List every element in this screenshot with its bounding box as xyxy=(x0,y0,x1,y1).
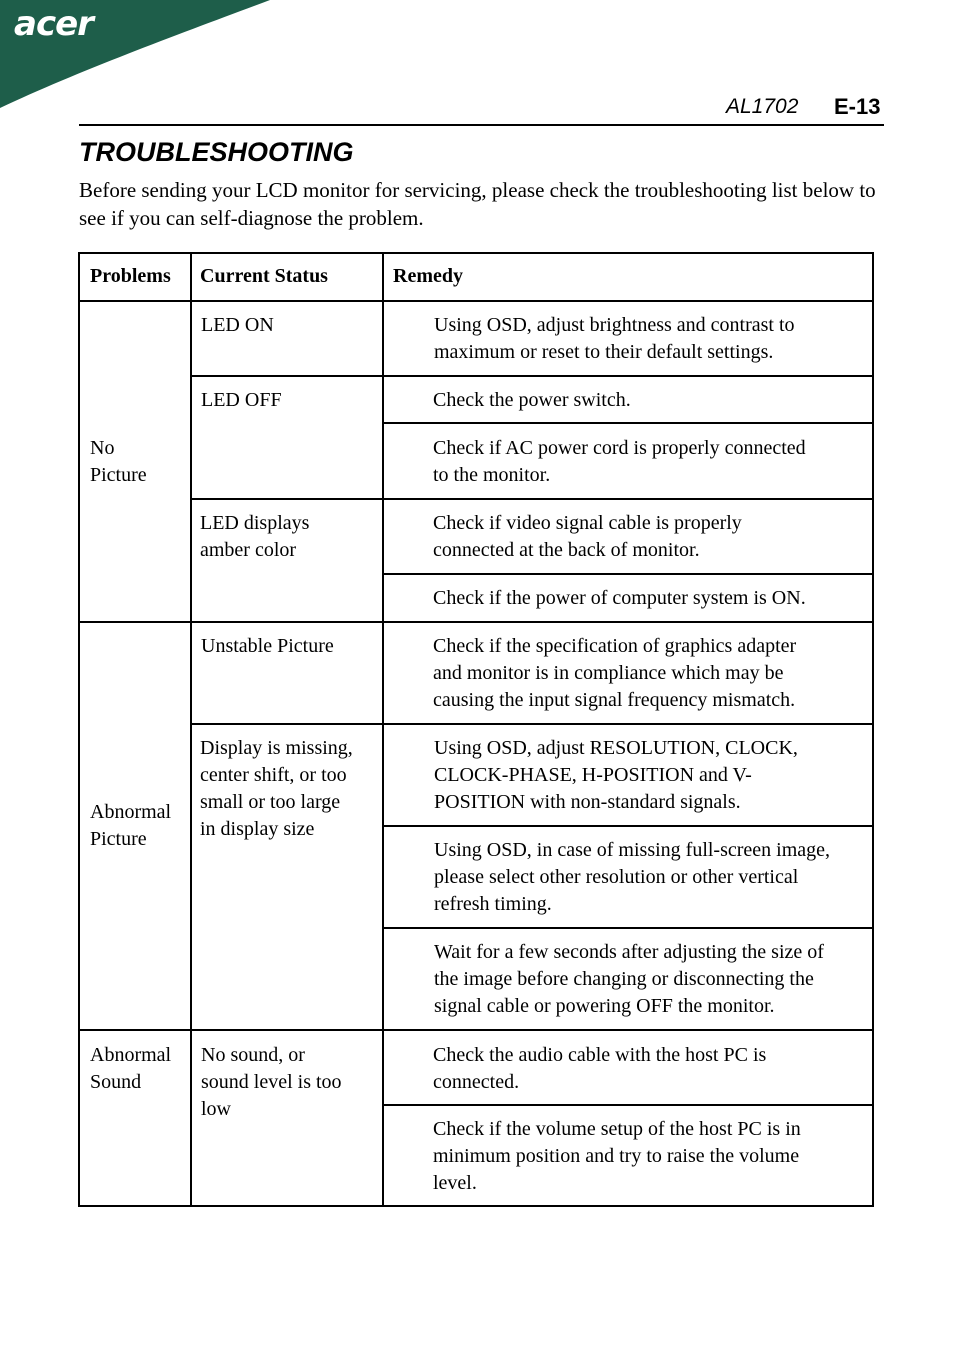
row-divider xyxy=(80,621,872,623)
header-problems: Problems xyxy=(90,265,171,287)
status-unstable-picture: Unstable Picture xyxy=(201,635,334,657)
remedy-item: Check if the power of computer system is ON. xyxy=(433,587,806,609)
remedy-item: Check if the volume setup of the host PC is in minimum position and try to raise the volume level. xyxy=(433,1118,801,1194)
page-number: E-13 xyxy=(834,94,881,119)
remedy-item: Check if AC power cord is properly connected to the monitor. xyxy=(433,437,806,486)
header-divider xyxy=(79,124,884,126)
header-current-status: Current Status xyxy=(200,265,328,287)
problem-no-picture: No Picture xyxy=(90,437,147,486)
row-divider xyxy=(80,1029,872,1031)
status-display-missing: Display is missing, center shift, or too small or too large in display size xyxy=(200,737,353,840)
acer-logo: acer xyxy=(14,4,93,44)
row-divider xyxy=(80,300,872,302)
remedy-item: Check if video signal cable is properly connected at the back of monitor. xyxy=(433,512,742,561)
row-divider xyxy=(382,1104,872,1106)
problem-abnormal-picture: Abnormal Picture xyxy=(90,801,172,850)
problem-abnormal-sound: Abnormal Sound xyxy=(90,1044,172,1093)
row-divider xyxy=(190,498,872,500)
row-divider xyxy=(190,723,872,725)
remedy-item: Check the audio cable with the host PC is connected. xyxy=(433,1044,767,1093)
remedy-item: Wait for a few seconds after adjusting the size of the image before changing or disconnecting the signal cable or powering OFF the monitor. xyxy=(434,941,824,1017)
remedy-item: Check if the specification of graphics adapter and monitor is in compliance which may be causing the input signal frequency mismatch. xyxy=(433,635,797,711)
column-divider xyxy=(190,254,192,1205)
section-title: TROUBLESHOOTING xyxy=(79,137,354,167)
row-divider xyxy=(382,422,872,424)
model-number: AL1702 xyxy=(726,95,799,118)
remedy-item: Using OSD, in case of missing full-screen image, please select other resolution or other vertical refresh timing. xyxy=(434,839,831,915)
intro-paragraph: Before sending your LCD monitor for servicing, please check the troubleshooting list below to see if you can self-diagnose the problem. xyxy=(79,178,876,230)
remedy-item: Using OSD, adjust RESOLUTION, CLOCK, CLOCK-PHASE, H-POSITION and V- POSITION with non-standard signals. xyxy=(434,737,798,813)
row-divider xyxy=(190,375,872,377)
row-divider xyxy=(382,825,872,827)
row-divider xyxy=(382,927,872,929)
row-divider xyxy=(382,573,872,575)
troubleshooting-table xyxy=(78,252,874,1207)
status-led-on: LED ON xyxy=(201,314,274,336)
column-divider xyxy=(382,254,384,1205)
status-led-off: LED OFF xyxy=(201,389,282,411)
status-led-amber: LED displays amber color xyxy=(200,512,310,561)
remedy-item: Check the power switch. xyxy=(433,389,631,411)
status-no-sound: No sound, or sound level is too low xyxy=(201,1044,342,1120)
header-remedy: Remedy xyxy=(393,265,463,287)
remedy-item: Using OSD, adjust brightness and contrast to maximum or reset to their default settings. xyxy=(434,314,795,363)
